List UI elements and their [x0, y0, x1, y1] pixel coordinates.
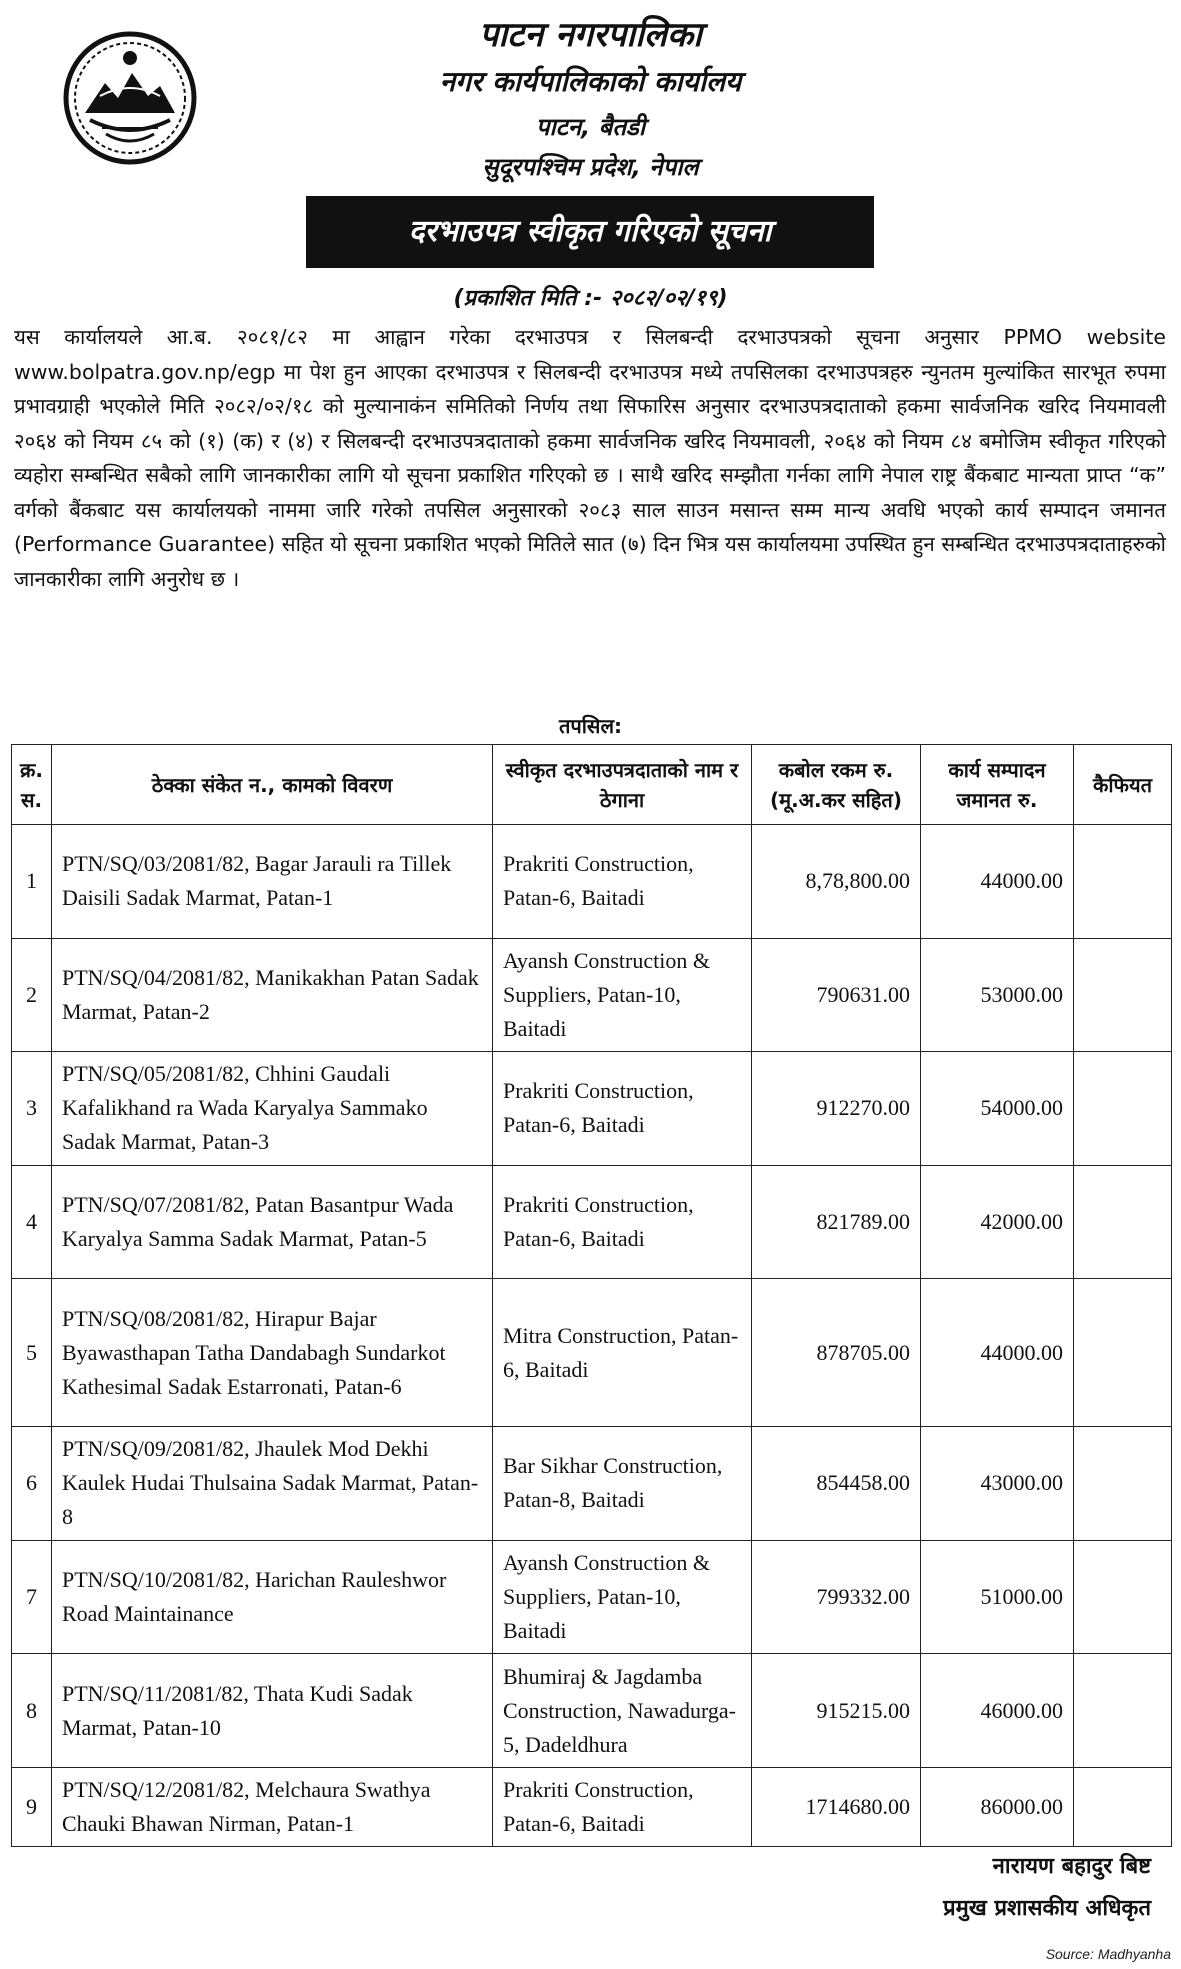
header-performance-guarantee: कार्य सम्पादन जमानत रु.: [921, 745, 1074, 825]
row-bidder: Bar Sikhar Construction, Patan-8, Baitadi: [493, 1427, 752, 1541]
province-line: सुदूरपश्चिम प्रदेश, नेपाल: [482, 153, 699, 181]
row-bid-amount: 854458.00: [752, 1427, 921, 1541]
table-row: [12, 1427, 1172, 1541]
row-guarantee: 46000.00: [921, 1654, 1074, 1768]
table-row: [12, 1540, 1172, 1654]
row-bidder: Prakriti Construction, Patan-6, Baitadi: [493, 1052, 752, 1166]
row-description: PTN/SQ/12/2081/82, Melchaura Swathya Chauki Bhawan Nirman, Patan-1: [52, 1767, 493, 1846]
row-remarks: [1074, 1279, 1172, 1427]
row-serial: 6: [12, 1427, 52, 1541]
header-bidder: स्वीकृत दरभाउपत्रदाताको नाम र ठेगाना: [493, 745, 752, 825]
row-bid-amount: 821789.00: [752, 1165, 921, 1279]
row-serial: 9: [12, 1767, 52, 1846]
table-row: [12, 1052, 1172, 1166]
row-description: PTN/SQ/07/2081/82, Patan Basantpur Wada Karyalya Samma Sadak Marmat, Patan-5: [52, 1165, 493, 1279]
table-row: [12, 1165, 1172, 1279]
row-remarks: [1074, 825, 1172, 939]
row-bidder: Prakriti Construction, Patan-6, Baitadi: [493, 1767, 752, 1846]
row-remarks: [1074, 938, 1172, 1052]
municipality-name: पाटन नगरपालिका: [479, 15, 702, 55]
row-remarks: [1074, 1767, 1172, 1846]
row-guarantee: 54000.00: [921, 1052, 1074, 1166]
row-remarks: [1074, 1540, 1172, 1654]
row-serial: 2: [12, 938, 52, 1052]
row-bid-amount: 915215.00: [752, 1654, 921, 1768]
row-bidder: Prakriti Construction, Patan-6, Baitadi: [493, 825, 752, 939]
row-bidder: Mitra Construction, Patan-6, Baitadi: [493, 1279, 752, 1427]
table-row: [12, 1279, 1172, 1427]
header-serial: क्र. स.: [12, 745, 52, 825]
row-description: PTN/SQ/08/2081/82, Hirapur Bajar Byawasthapan Tatha Dandabagh Sundarkot Kathesimal Sadak Estarronati, Patan-6: [52, 1279, 493, 1427]
row-guarantee: 44000.00: [921, 1279, 1074, 1427]
row-guarantee: 42000.00: [921, 1165, 1074, 1279]
awarded-contracts-table: [11, 744, 1172, 1847]
row-bid-amount: 8,78,800.00: [752, 825, 921, 939]
row-description: PTN/SQ/10/2081/82, Harichan Rauleshwor Road Maintainance: [52, 1540, 493, 1654]
row-serial: 3: [12, 1052, 52, 1166]
row-bidder: Ayansh Construction & Suppliers, Patan-10, Baitadi: [493, 938, 752, 1052]
table-header-row: [12, 745, 1172, 825]
row-serial: 8: [12, 1654, 52, 1768]
table-row: [12, 1654, 1172, 1768]
header-remarks: कैफियत: [1074, 745, 1172, 825]
table-row: [12, 1767, 1172, 1846]
row-description: PTN/SQ/03/2081/82, Bagar Jarauli ra Tillek Daisili Sadak Marmat, Patan-1: [52, 825, 493, 939]
row-bid-amount: 799332.00: [752, 1540, 921, 1654]
notice-header: [0, 0, 1181, 280]
signature-block: [943, 1850, 1151, 1922]
row-guarantee: 43000.00: [921, 1427, 1074, 1541]
row-bidder: Ayansh Construction & Suppliers, Patan-10, Baitadi: [493, 1540, 752, 1654]
row-bidder: Prakriti Construction, Patan-6, Baitadi: [493, 1165, 752, 1279]
source-credit: Source: Madhyanha: [1045, 1946, 1171, 1962]
table-row: [12, 938, 1172, 1052]
row-guarantee: 53000.00: [921, 938, 1074, 1052]
notice-title-banner: दरभाउपत्र स्वीकृत गरिएको सूचना: [306, 196, 874, 268]
row-serial: 4: [12, 1165, 52, 1279]
header-bid-amount: कबोल रकम रु. (मू.अ.कर सहित): [752, 745, 921, 825]
row-bid-amount: 790631.00: [752, 938, 921, 1052]
row-description: PTN/SQ/11/2081/82, Thata Kudi Sadak Marmat, Patan-10: [52, 1654, 493, 1768]
row-description: PTN/SQ/05/2081/82, Chhini Gaudali Kafalikhand ra Wada Karyalya Sammako Sadak Marmat, Patan-3: [52, 1052, 493, 1166]
table-row: [12, 825, 1172, 939]
notice-body-paragraph: यस कार्यालयले आ.ब. २०८१/८२ मा आह्वान गरेका दरभाउपत्र र सिलबन्दी दरभाउपत्रको सूचना अनुसार PPMO website www.bolpatra.gov.np/egp मा पेश हुन आएका दरभाउपत्र र सिलबन्दी दरभाउपत्र मध्ये तपसिलका दरभाउपत्रहरु न्युनतम मुल्यांकित सारभूत रुपमा प्रभावग्राही भएकोले मिति २०८२/०२/१८ को मुल्यानाकंन समितिको निर्णय तथा सिफारिस अनुसार दरभाउपत्रदाताको हकमा सार्वजनिक खरिद नियमावली २०६४ को नियम ८५ को (१) (क) र (४) र सिलबन्दी दरभाउपत्रदाताको हकमा सार्वजनिक खरिद नियमावली, २०६४ को नियम ८४ बमोजिम स्वीकृत गरिएको व्यहोरा सम्बन्धित सबैको लागि जानकारीका लागि यो सूचना प्रकाशित गरिएको छ । साथै खरिद सम्झौता गर्नका लागि नेपाल राष्ट्र बैंकबाट मान्यता प्राप्त “क” वर्गको बैंकबाट यस कार्यालयको नाममा जारि गरेको तपसिल अनुसारको २०८३ साल साउन मसान्त सम्म मान्य अवधि भएको कार्य सम्पादन जमानत (Performance Guarantee) सहित यो सूचना प्रकाशित भएको मितिले सात (७) दिन भित्र यस कार्यालयमा उपस्थित हुन सम्बन्धित दरभाउपत्रदाताहरुको जानकारीका लागि अनुरोध छ ।: [14, 325, 1166, 591]
office-name: नगर कार्यपालिकाको कार्यालय: [439, 65, 742, 98]
row-remarks: [1074, 1052, 1172, 1166]
signatory-title: प्रमुख प्रशासकीय अधिकृत: [943, 1896, 1151, 1921]
row-bidder: Bhumiraj & Jagdamba Construction, Nawadurga-5, Dadeldhura: [493, 1654, 752, 1768]
published-date: (प्रकाशित मिति :- २०८२/०२/१९): [453, 286, 728, 311]
row-guarantee: 51000.00: [921, 1540, 1074, 1654]
row-guarantee: 44000.00: [921, 825, 1074, 939]
row-serial: 7: [12, 1540, 52, 1654]
signatory-name: नारायण बहादुर बिष्ट: [992, 1854, 1151, 1879]
row-serial: 1: [12, 825, 52, 939]
row-bid-amount: 912270.00: [752, 1052, 921, 1166]
row-guarantee: 86000.00: [921, 1767, 1074, 1846]
row-remarks: [1074, 1654, 1172, 1768]
row-remarks: [1074, 1165, 1172, 1279]
row-description: PTN/SQ/09/2081/82, Jhaulek Mod Dekhi Kaulek Hudai Thulsaina Sadak Marmat, Patan-8: [52, 1427, 493, 1541]
row-bid-amount: 878705.00: [752, 1279, 921, 1427]
header-description: ठेक्का संकेत न., कामको विवरण: [52, 745, 493, 825]
row-remarks: [1074, 1427, 1172, 1541]
row-description: PTN/SQ/04/2081/82, Manikakhan Patan Sadak Marmat, Patan-2: [52, 938, 493, 1052]
row-serial: 5: [12, 1279, 52, 1427]
schedule-heading: तपसिल:: [558, 714, 623, 738]
row-bid-amount: 1714680.00: [752, 1767, 921, 1846]
office-address: पाटन, बैतडी: [535, 113, 646, 141]
